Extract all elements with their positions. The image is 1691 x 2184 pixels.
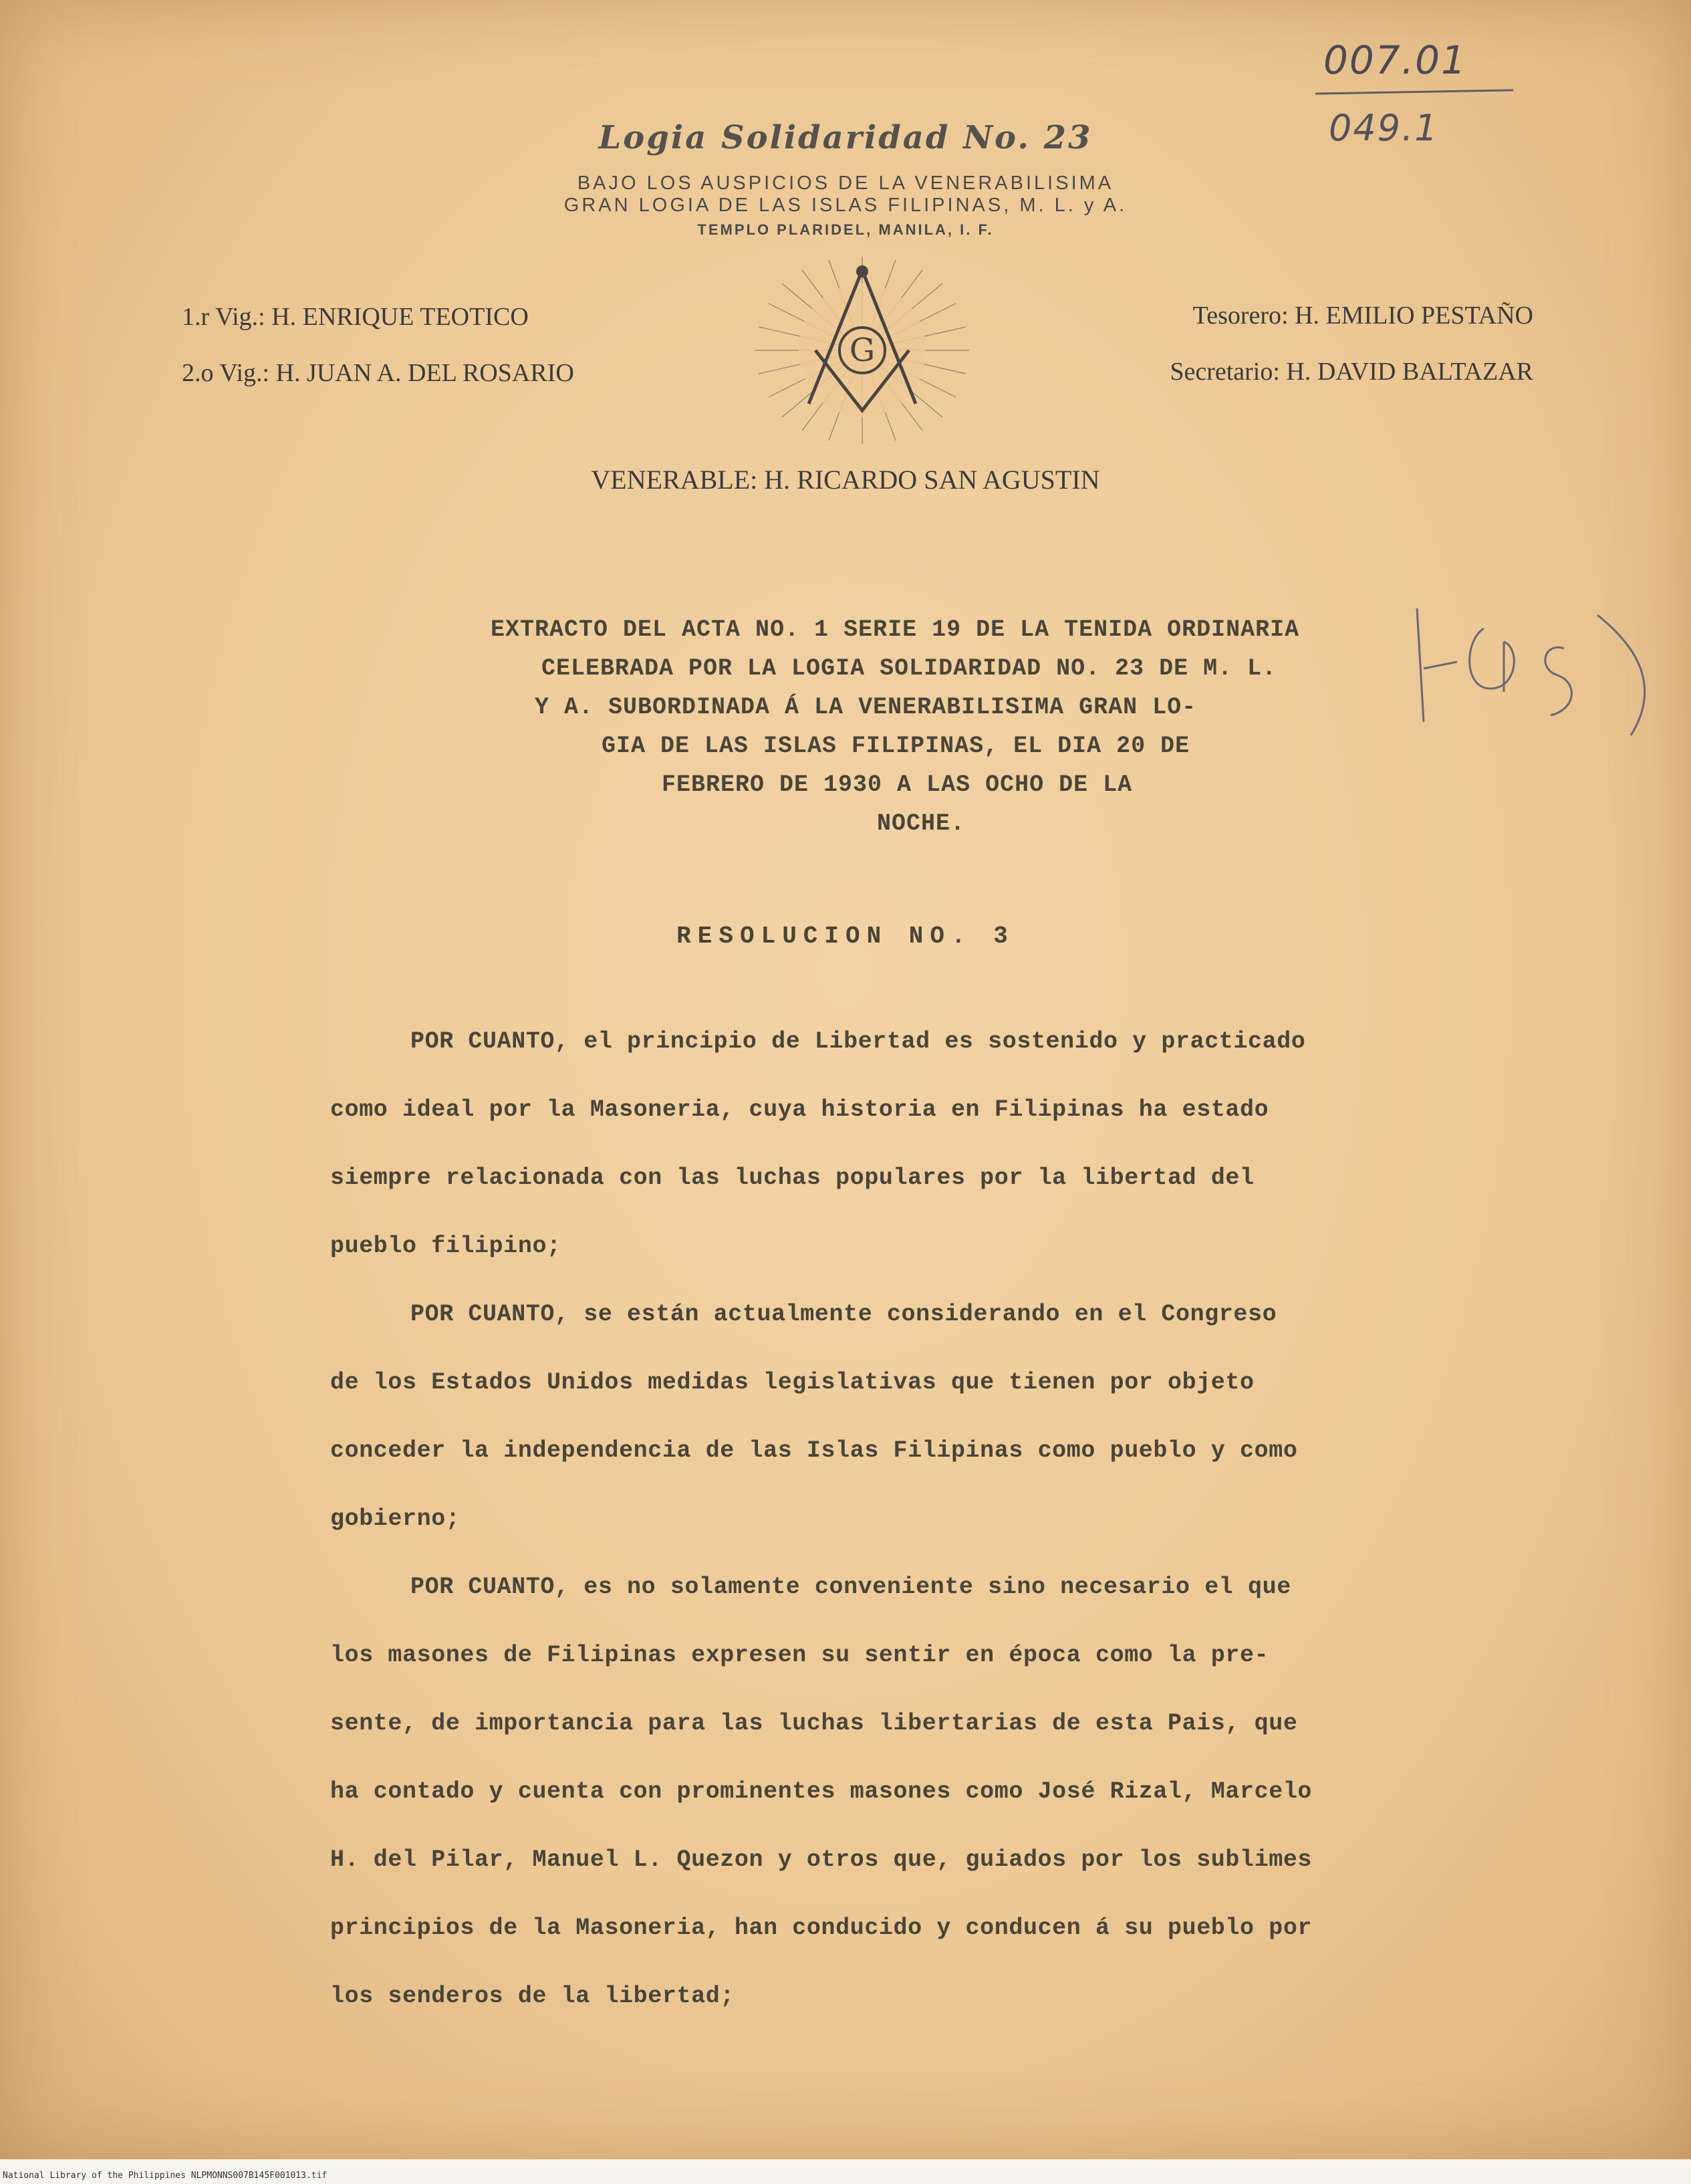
second-vigilant: 2.o Vig.: H. JUAN A. DEL ROSARIO — [182, 359, 574, 387]
auspices-line-2: GRAN LOGIA DE LAS ISLAS FILIPINAS, M. L. y A. — [563, 195, 1128, 216]
handwritten-scribble — [1404, 588, 1678, 755]
body-line: gobierno; — [330, 1505, 461, 1532]
body-line: los masones de Filipinas expresen su sentir en época como la pre- — [330, 1642, 1269, 1669]
extract-line: Y A. SUBORDINADA Á LA VENERABILISIMA GRAN LO- — [535, 694, 1197, 721]
resolution-title: RESOLUCION NO. 3 — [676, 923, 1015, 950]
extract-line: EXTRACTO DEL ACTA NO. 1 SERIE 19 DE LA TENIDA ORDINARIA — [491, 616, 1300, 643]
body-line: de los Estados Unidos medidas legislativas que tienen por objeto — [330, 1369, 1255, 1396]
handwritten-reference-1: 007.01 — [1323, 37, 1467, 83]
extract-line: GIA DE LAS ISLAS FILIPINAS, EL DIA 20 DE — [602, 733, 1190, 759]
scan-footer-label: National Library of the Philippines NLPMONNS007B145F001013.tif — [3, 2171, 328, 2181]
body-line: ha contado y cuenta con prominentes masones como José Rizal, Marcelo — [330, 1778, 1313, 1805]
temple-address: TEMPLO PLARIDEL, MANILA, I. F. — [697, 221, 994, 238]
body-line: pueblo filipino; — [330, 1233, 561, 1259]
body-line: siempre relacionada con las luchas populares por la libertad del — [330, 1165, 1255, 1191]
handwritten-reference-2: 049.1 — [1329, 107, 1439, 149]
body-line: sente, de importancia para las luchas libertarias de esta Pais, que — [330, 1710, 1298, 1737]
body-line: conceder la independencia de las Islas Filipinas como pueblo y como — [330, 1437, 1298, 1464]
auspices-line-1: BAJO LOS AUSPICIOS DE LA VENERABILISIMA — [577, 172, 1114, 194]
lodge-name: Logia Solidaridad No. 23 — [598, 119, 1093, 156]
extract-line: FEBRERO DE 1930 A LAS OCHO DE LA — [662, 771, 1133, 798]
extract-line: CELEBRADA POR LA LOGIA SOLIDARIDAD NO. 23 DE M. L. — [541, 655, 1277, 682]
body-line: como ideal por la Masoneria, cuya historia en Filipinas ha estado — [330, 1096, 1269, 1123]
emblem-letter: G — [849, 332, 876, 369]
treasurer: Tesorero: H. EMILIO PESTAÑO — [1192, 301, 1533, 330]
body-line: principios de la Masoneria, han conducido y conducen á su pueblo por — [330, 1915, 1313, 1941]
secretary: Secretario: H. DAVID BALTAZAR — [1170, 358, 1533, 386]
masonic-square-compass-icon — [742, 250, 983, 451]
first-vigilant: 1.r Vig.: H. ENRIQUE TEOTICO — [182, 303, 529, 331]
body-line: POR CUANTO, se están actualmente considerando en el Congreso — [410, 1301, 1277, 1328]
body-line: POR CUANTO, es no solamente conveniente sino necesario el que — [410, 1574, 1291, 1600]
venerable-master: VENERABLE: H. RICARDO SAN AGUSTIN — [591, 465, 1100, 495]
body-line: los senderos de la libertad; — [330, 1983, 735, 2010]
body-line: POR CUANTO, el principio de Libertad es sostenido y practicado — [410, 1028, 1306, 1055]
body-line: H. del Pilar, Manuel L. Quezon y otros que, guiados por los sublimes — [330, 1846, 1313, 1873]
extract-line: NOCHE. — [877, 810, 966, 837]
